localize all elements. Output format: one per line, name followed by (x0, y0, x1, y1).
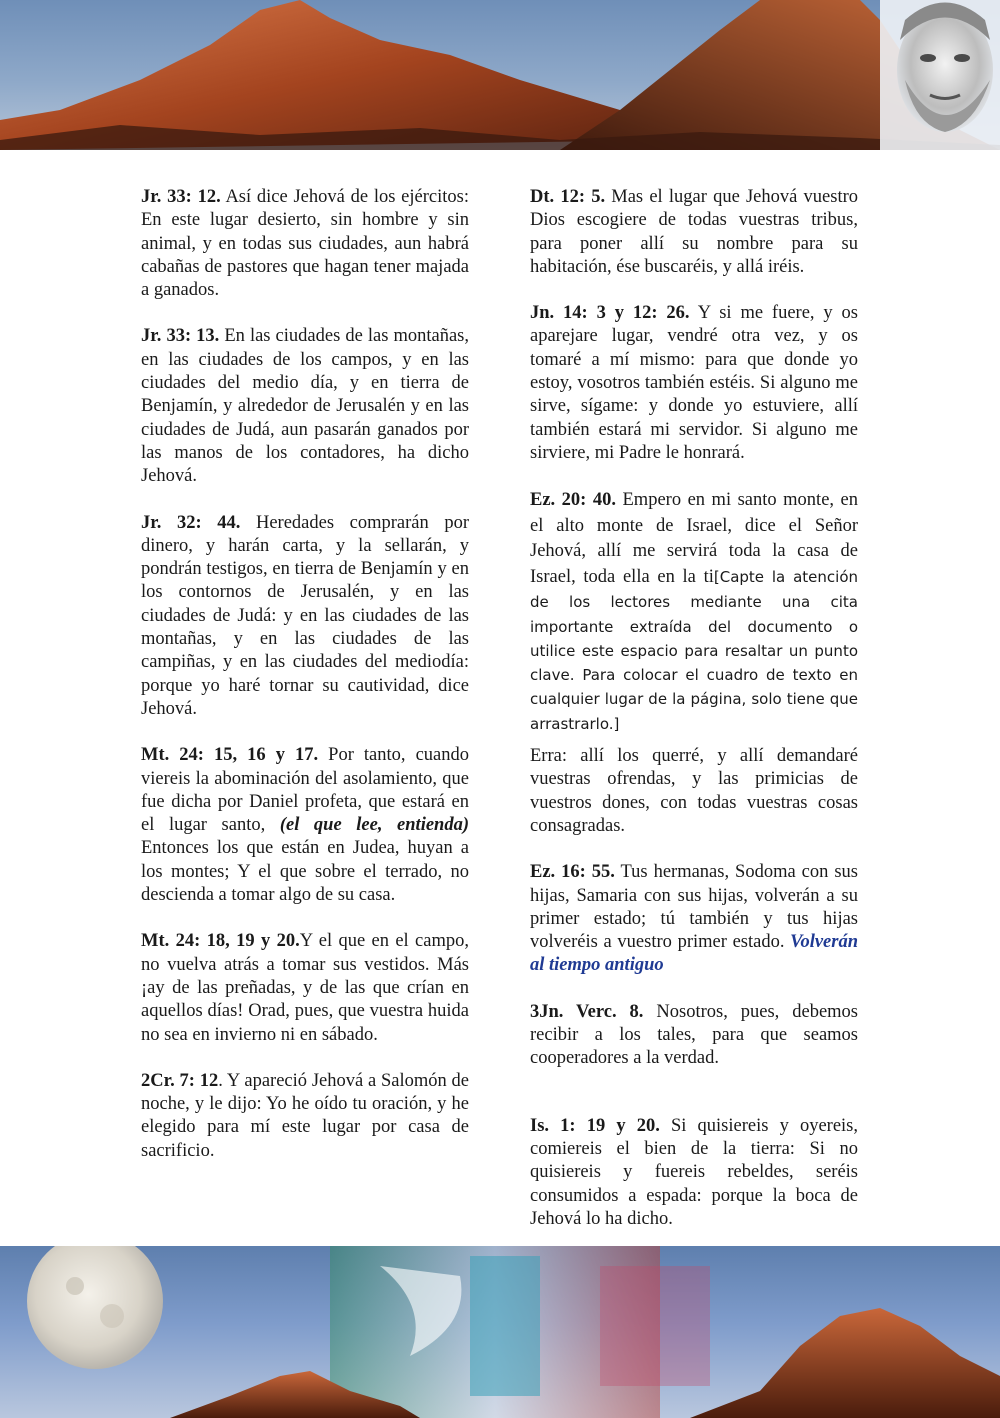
verse-jr-33-13: Jr. 33: 13. En las ciudades de las montañas, en las ciudades de los campos, y en las ciudades del medio día, y en tierra de Benjamín, y alrededor de Jerusalén y en las ciudades de Judá, aun pasarán ganados por las manos de los contadores, ha dicho Jehová. (141, 326, 469, 487)
mountain-illustration (0, 0, 1000, 150)
verse-is-1-19: Is. 1: 19 y 20. Si quisiereis y oyereis, comiereis el bien de la tierra: Si no quisiereis y fuereis rebeldes, seréis consumidos a espada: porque la boca de Jehová lo ha dicho. (530, 1115, 858, 1229)
pull-quote-placeholder[interactable]: [Capte la atención de los lectores mediante una cita importante extraída del documento o utilice este espacio para resaltar un punto clave. Para colocar el cuadro de texto en cualquier lugar de la página, solo tiene que arrastrarlo.] (530, 567, 859, 733)
verse-ez-20-40: Ez. 20: 40. Empero en mi santo monte, en el alto monte de Israel, dice el Señor Jehová, allí me servirá toda la casa de Israel, toda ella en la ti[Capte la atención de los lectores mediante una cita importante extraída del documento o utilice este espacio para resaltar un punto clave. Para colocar el cuadro de texto en cualquier lugar de la página, solo tiene que arrastrarlo.] (530, 490, 859, 733)
moon-mountain-illustration (0, 1246, 1000, 1418)
left-column (141, 186, 469, 1186)
verse-jn-14-3: Jn. 14: 3 y 12: 26. Y si me fuere, y os aparejare lugar, vendré otra vez, y os tomaré a mí mismo: para que donde yo estoy, vosotros también estéis. Si alguno me sirve, sígame: y donde yo estuviere, allí también estará mi servidor. Si alguno me sirviere, mi Padre le honrará. (530, 303, 858, 463)
emphasis-text: (el que lee, entienda) (279, 815, 469, 836)
verse-jr-32-44: Jr. 32: 44. Heredades comprarán por dinero, y harán carta, y la sellarán, y pondrán testigos, en tierra de Benjamín y en los contornos de Jerusalén, y en las ciudades de Judá: y en las ciudades de las montañas, y en las ciudades de las campiñas, y en las ciudades del mediodía: porque yo haré tornar su cautividad, dice Jehová. (141, 512, 469, 719)
mountain-banner (0, 0, 1000, 150)
verse-dt-12-5: Dt. 12: 5. Mas el lugar que Jehová vuestro Dios escogiere de todas vuestras tribus, para poner allí su nombre para su habitación, ése buscaréis, y allá iréis. (530, 187, 858, 277)
accent-phrase: Volverán al tiempo antiguo (530, 932, 858, 976)
moon-icon (27, 1246, 163, 1369)
verse-mt-24-15: Mt. 24: 15, 16 y 17. Por tanto, cuando viereis la abominación del asolamiento, que fue dicha por Daniel profeta, que estará en el lugar santo, (el que lee, entienda) Entonces los que están en Judea, huyan a los montes; Y el que sobre el terrado, no descienda a tomar algo de su casa. (141, 745, 469, 906)
verse-jr-33-12: Jr. 33: 12. Así dice Jehová de los ejércitos: En este lugar desierto, sin hombre y sin animal, y en todas sus ciudades, aun habrá cabañas de pastores que hagan tener majada a ganados. (141, 187, 469, 301)
verse-ez-20-40-continuation: Erra: allí los querré, y allí demandaré vuestras ofrendas, y las primicias de vuestros dones, con todas vuestras cosas consagradas. (530, 746, 858, 836)
verse-ez-16-55: Ez. 16: 55. Tus hermanas, Sodoma con sus hijas, Samaria con sus hijas, volverán a su primer estado; tú también y tus hijas volveréis a vuestro primer estado. Volverán al tiempo antiguo (530, 862, 858, 976)
right-column (530, 186, 858, 1254)
bearded-man-portrait (880, 0, 1000, 150)
verse-mt-24-18: Mt. 24: 18, 19 y 20.Y el que en el campo, no vuelva atrás a tomar sus vestidos. Más ¡ay de las preñadas, y de las que crían en aquellos días! Orad, pues, que vuestra huida no sea en invierno ni en sábado. (141, 931, 469, 1045)
verse-2cr-7-12: 2Cr. 7: 12. Y apareció Jehová a Salomón de noche, y le dijo: Yo he oído tu oración, y he elegido para mí este lugar por casa de sacrificio. (141, 1070, 469, 1161)
moon-mountain-banner (0, 1246, 1000, 1418)
bottom-right-peak (690, 1308, 1000, 1418)
verse-3jn-8: 3Jn. Verc. 8. Nosotros, pues, debemos recibir a los tales, para que seamos cooperadores a la verdad. (530, 1001, 859, 1069)
